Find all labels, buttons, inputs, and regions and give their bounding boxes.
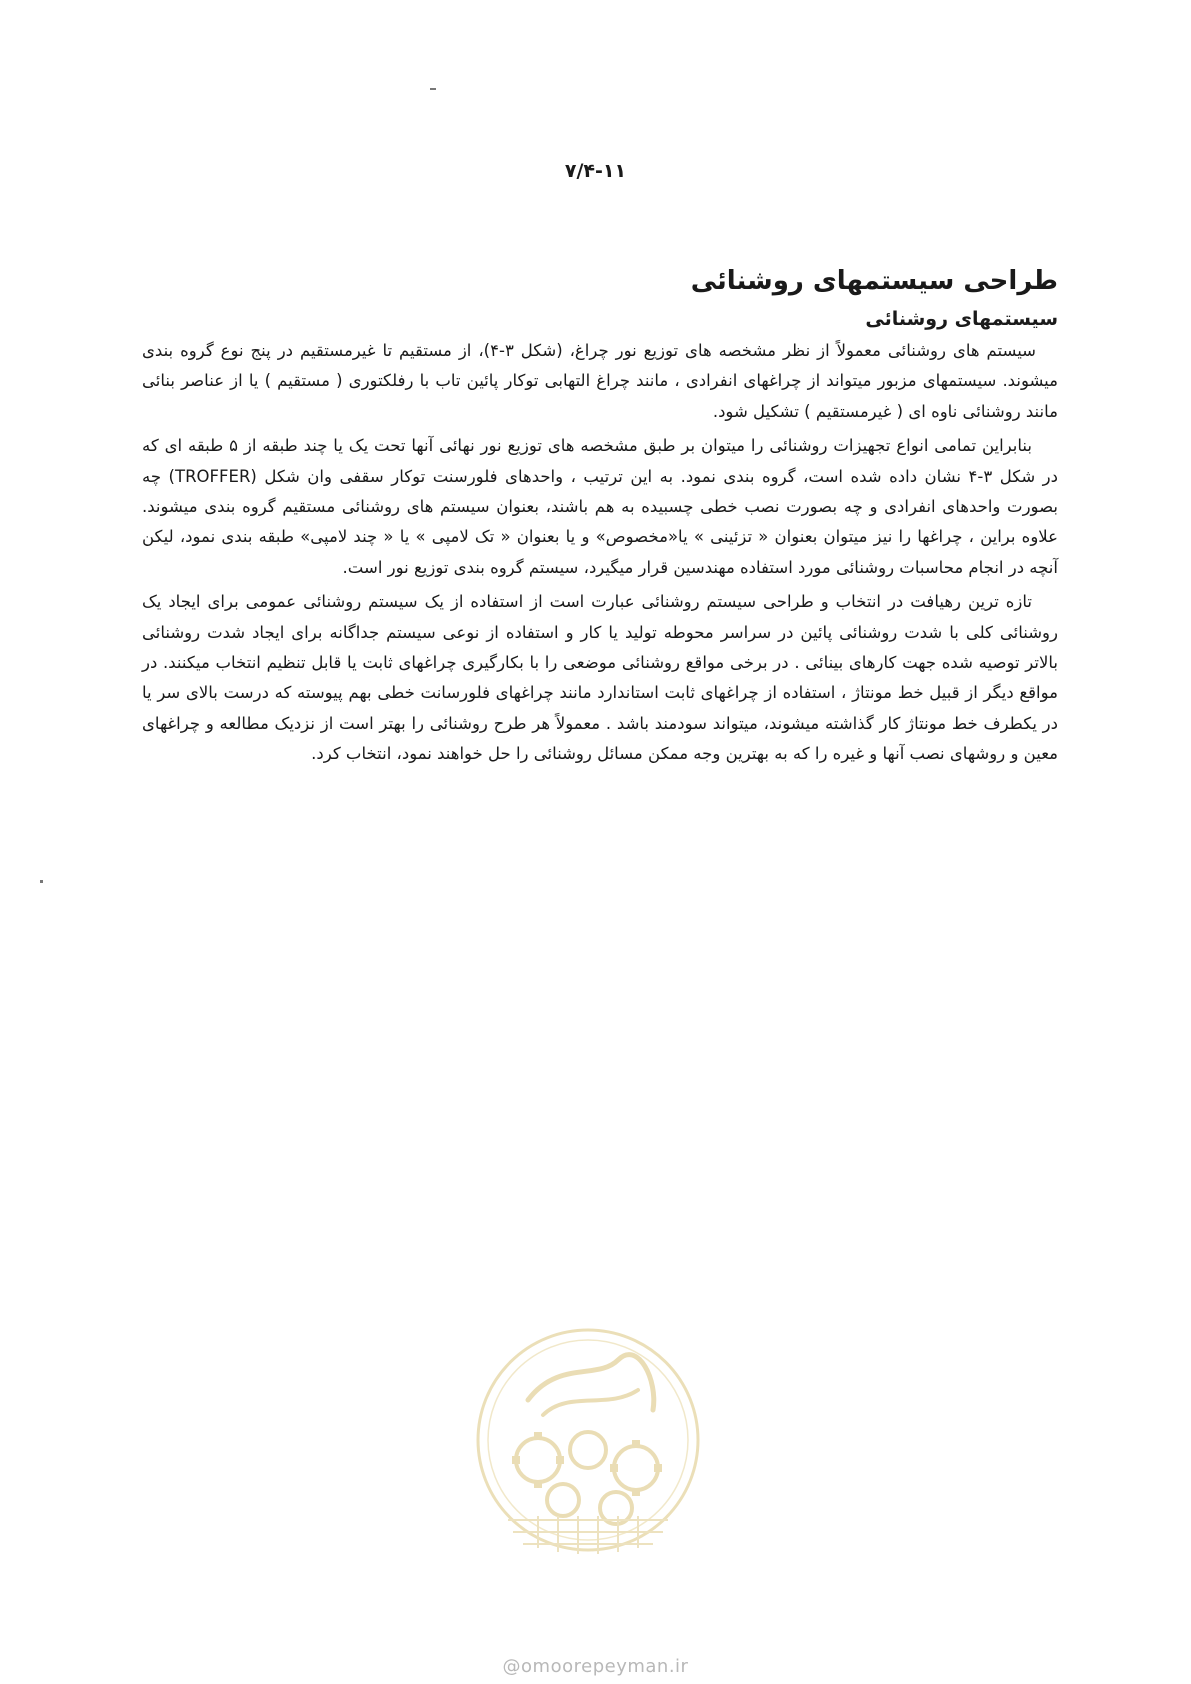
document-title: طراحی سیستمهای روشنائی [690,266,1058,296]
watermark-url [0,1656,1191,1677]
paragraph: بنابراین تمامی انواع تجهیزات روشنائی را میتوان بر طبق مشخصه های توزیع نور نهائی آنها تحت یک یا چند طبقه از ۵ طبقه ای که در شکل ۳-۴ نشان داده شده است، گروه بندی نمود. به این ترتیب ، واحدهای فلورسنت توکار سقفی وان شکل (TROFFER) چه بصورت واحدهای انفرادی و چه بصورت نصب خطی چسبیده به هم باشند، بعنوان سیستم های روشنائی مستقیم گروه بندی میشوند. علاوه براین ، چراغها را نیز میتوان بعنوان « تزئینی » یا«مخصوص» و یا بعنوان « تک لامپی » یا « چند لامپی» طبقه بندی نمود، لیکن آنچه در انجام محاسبات روشنائی مورد استفاده مهندسین قرار میگیرد، سیستم گروه بندی توزیع نور است. [142,436,1058,577]
watermark-logo [468,1320,708,1570]
page-number: ۷/۴-۱۱ [564,160,627,182]
scan-speck [430,88,436,90]
document-body [142,262,1058,774]
at-icon: @ [502,1656,522,1677]
scan-speck [40,880,43,883]
watermark-url-text: omoorepeyman.ir [521,1656,689,1677]
paragraph: تازه ترین رهیافت در انتخاب و طراحی سیستم روشنائی عبارت است از استفاده از یک سیستم روشنائی عمومی برای ایجاد یک روشنائی کلی با شدت روشنائی پائین در سراسر محوطه تولید یا کار و استفاده از نوعی سیستم جداگانه برای ایجاد شدت روشنائی بالاتر توصیه شده جهت کارهای بینائی . در برخی مواقع روشنائی موضعی را با بکارگیری چراغهای ثابت یا قابل تنظیم انتخاب میکنند. در مواقع دیگر از قبیل خط مونتاژ ، استفاده از چراغهای ثابت استاندارد مانند چراغهای فلورسانت خطی بهم پیوسته که درست بالای سر یا در یکطرف خط مونتاژ کار گذاشته میشوند، میتواند سودمند باشد . معمولاً هر طرح روشنائی را بهتر است از نزدیک مطالعه و چراغهای معین و روشهای نصب آنها و غیره را که به بهترین وجه ممکن مسائل روشنائی را حل خواهند نمود، انتخاب کرد. [142,592,1058,764]
paragraph: سیستم های روشنائی معمولاً از نظر مشخصه های توزیع نور چراغ، (شکل ۳-۴)، از مستقیم تا غیرمستقیم در پنج نوع گروه بندی میشوند. سیستمهای مزبور میتواند از چراغهای انفرادی ، مانند چراغ التهابی توکار پائین تاب با رفلکتوری ( مستقیم ) یا از عناصر بنائی مانند روشنائی ناوه ای ( غیرمستقیم ) تشکیل شود. [142,341,1058,421]
section-title: سیستمهای روشنائی [865,308,1058,330]
